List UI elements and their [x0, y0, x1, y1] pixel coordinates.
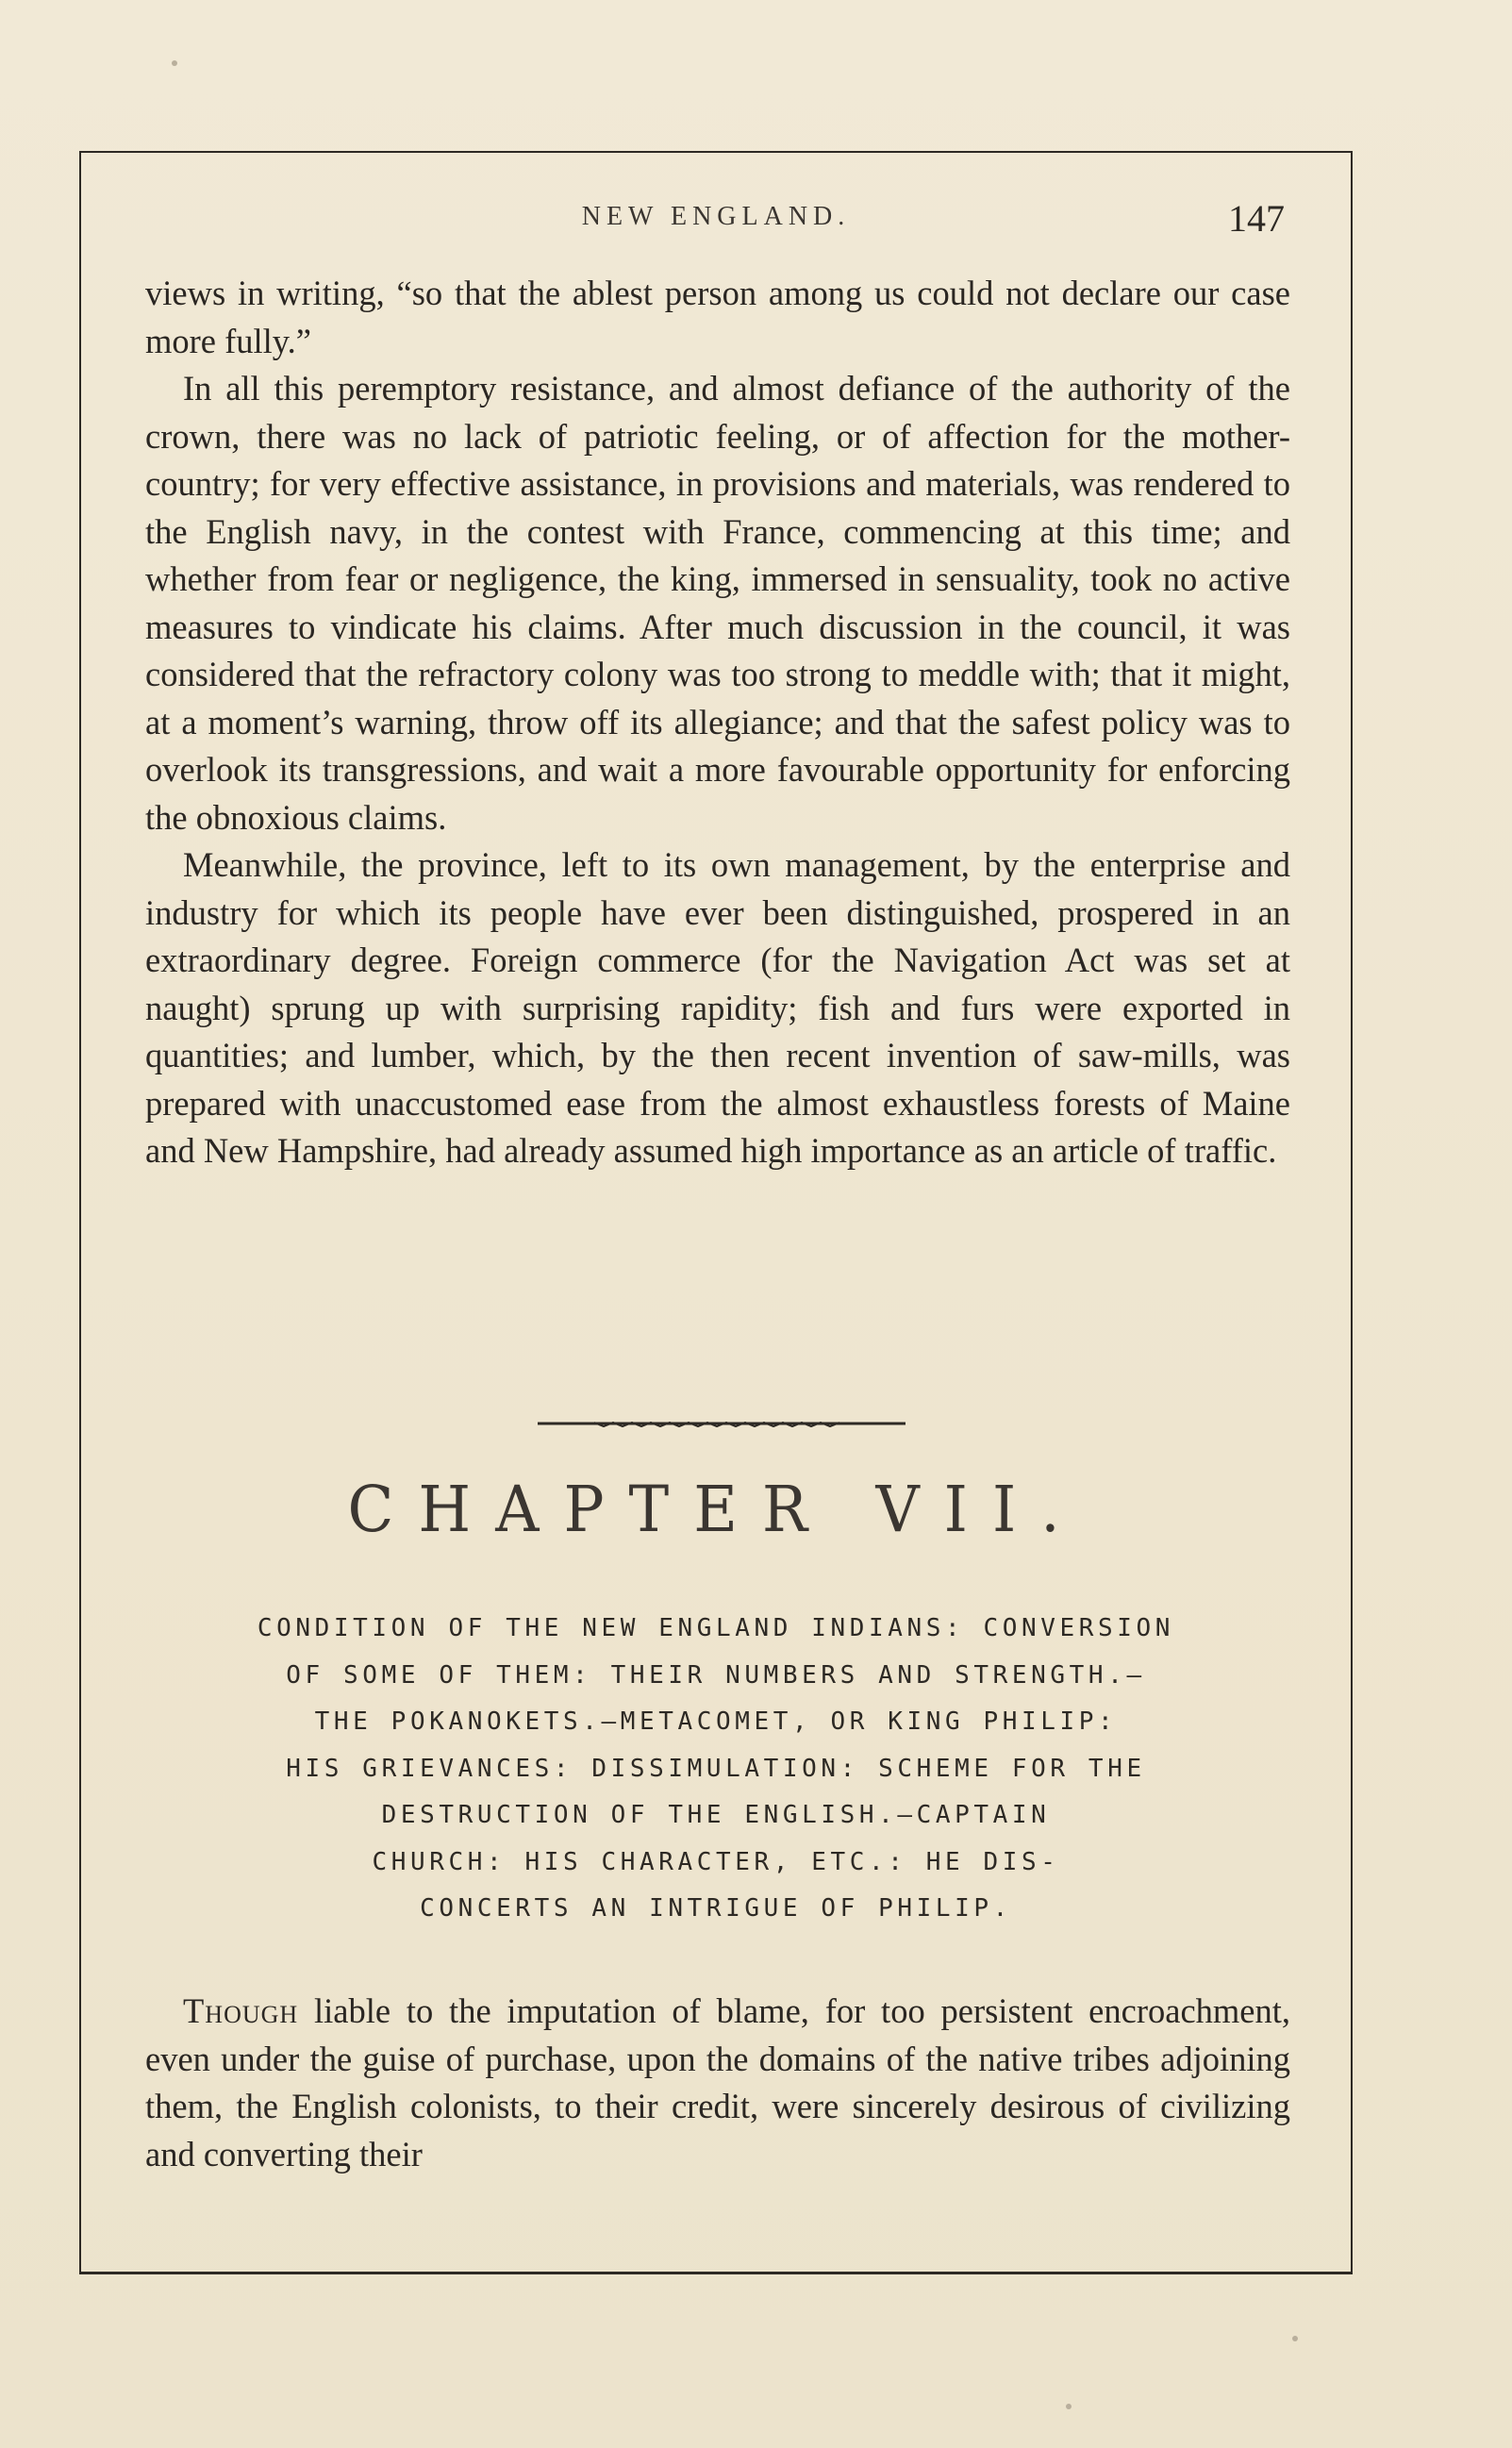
page-header — [81, 194, 1351, 251]
paragraph-resistance: In all this peremptory resistance, and almost defiance of the authority of the crown, there was no lack of patriotic feeling, or of affection for the mother-country; for very effective assistance, in provisions and materials, was rendered to the English navy, in the contest with France, commencing at this time; and whether from fear or negligence, the king, immersed in sensuality, took no active measures to vindicate his claims. After much discussion in the council, it was considered that the refractory colony was too strong to meddle with; that it might, at a moment’s warning, throw off its allegiance; and that the safest policy was to overlook its transgressions, and wait a more favourable opportunity for enforcing the obnoxious claims. — [145, 369, 1290, 837]
summary-line: OF SOME OF THEM: THEIR NUMBERS AND STRENGTH.— — [286, 1660, 1146, 1690]
paragraph-commerce: Meanwhile, the province, left to its own management, by the enterprise and industry for which its people have ever been distinguished, prospered in an extraordinary degree. Foreign commerce (for the Navigation Act was set at naught) sprung up with surprising rapidity; fish and furs were exported in quantities; and lumber, which, by the then recent invention of saw-mills, was prepared with unaccustomed ease from the almost exhaustless forests of Maine and New Hampshire, had already assumed high importance as an article of traffic. — [145, 845, 1290, 1170]
running-head: NEW ENGLAND. — [581, 202, 851, 231]
summary-line: HIS GRIEVANCES: DISSIMULATION: SCHEME FOR THE — [286, 1754, 1146, 1783]
page-frame — [79, 151, 1353, 2274]
summary-line: CONCERTS AN INTRIGUE OF PHILIP. — [420, 1894, 1012, 1923]
paragraph-continuation: views in writing, “so that the ablest person among us could not declare our case more fully.” — [145, 274, 1290, 360]
page-number: 147 — [1228, 197, 1285, 240]
chapter-summary — [138, 1606, 1294, 1933]
summary-line: THE POKANOKETS.—METACOMET, OR KING PHILIP: — [314, 1707, 1118, 1736]
summary-line: DESTRUCTION OF THE ENGLISH.—CAPTAIN — [381, 1801, 1051, 1829]
chapter-opening — [145, 1988, 1290, 2178]
section-divider-ornament — [538, 1414, 906, 1433]
opening-paragraph — [145, 1988, 1290, 2178]
opening-word: Though — [183, 1991, 299, 2030]
summary-line: CONDITION OF THE NEW ENGLAND INDIANS: CONVERSION — [257, 1614, 1175, 1642]
body-text — [145, 270, 1290, 1175]
summary-line: CHURCH: HIS CHARACTER, ETC.: HE DIS- — [372, 1847, 1060, 1876]
chapter-title: CHAPTER VII. — [347, 1474, 1085, 1547]
opening-text: liable to the imputation of blame, for too persistent encroachment, even under the guise of purchase, upon the domains of the native tribes adjoining them, the English colonists, to their credit, were sincerely desirous of civilizing and converting their — [145, 1991, 1290, 2173]
